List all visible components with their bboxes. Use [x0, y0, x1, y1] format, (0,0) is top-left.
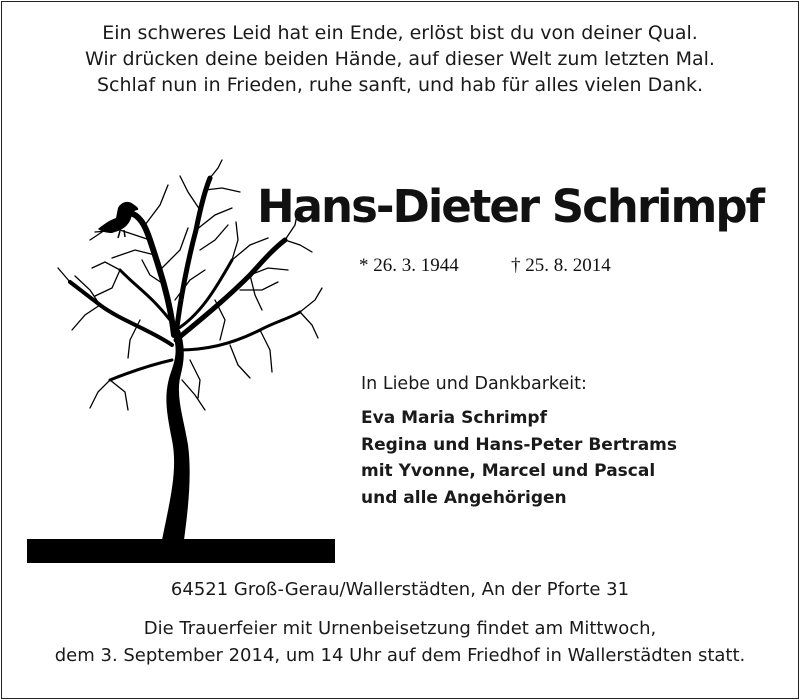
service-line-1: Die Trauerfeier mit Urnenbeisetzung findet am Mittwoch, [143, 618, 657, 639]
verse-line-3: Schlaf nun in Frieden, ruhe sanft, und hab für alles vielen Dank. [96, 74, 703, 96]
verse-line-1: Ein schweres Leid hat ein Ende, erlöst bist du von deiner Qual. [102, 22, 698, 44]
ground-bar [27, 539, 335, 563]
deceased-name: Hans-Dieter Schrimpf [257, 180, 764, 233]
mourner-name: mit Yvonne, Marcel und Pascal [361, 461, 656, 481]
service-line-2: dem 3. September 2014, um 14 Uhr auf dem Friedhof in Wallerstädten statt. [54, 645, 746, 666]
birth-date: * 26. 3. 1944 [359, 255, 459, 276]
mourner-name: und alle Angehörigen [361, 487, 567, 508]
mourners-intro: In Liebe und Dankbarkeit: [361, 374, 587, 394]
family-address: 64521 Groß-Gerau/Wallerstädten, An der Pforte 31 [170, 579, 630, 600]
funeral-service-info [0, 615, 800, 669]
mourner-name: Eva Maria Schrimpf [361, 408, 547, 428]
death-date: † 25. 8. 2014 [511, 255, 611, 276]
verse-line-2: Wir drücken deine beiden Hände, auf dieser Welt zum letzten Mal. [85, 48, 715, 70]
mourners-list [361, 405, 677, 511]
crow-silhouette [98, 202, 138, 238]
mourner-name: Regina und Hans-Peter Bertrams [361, 434, 678, 455]
